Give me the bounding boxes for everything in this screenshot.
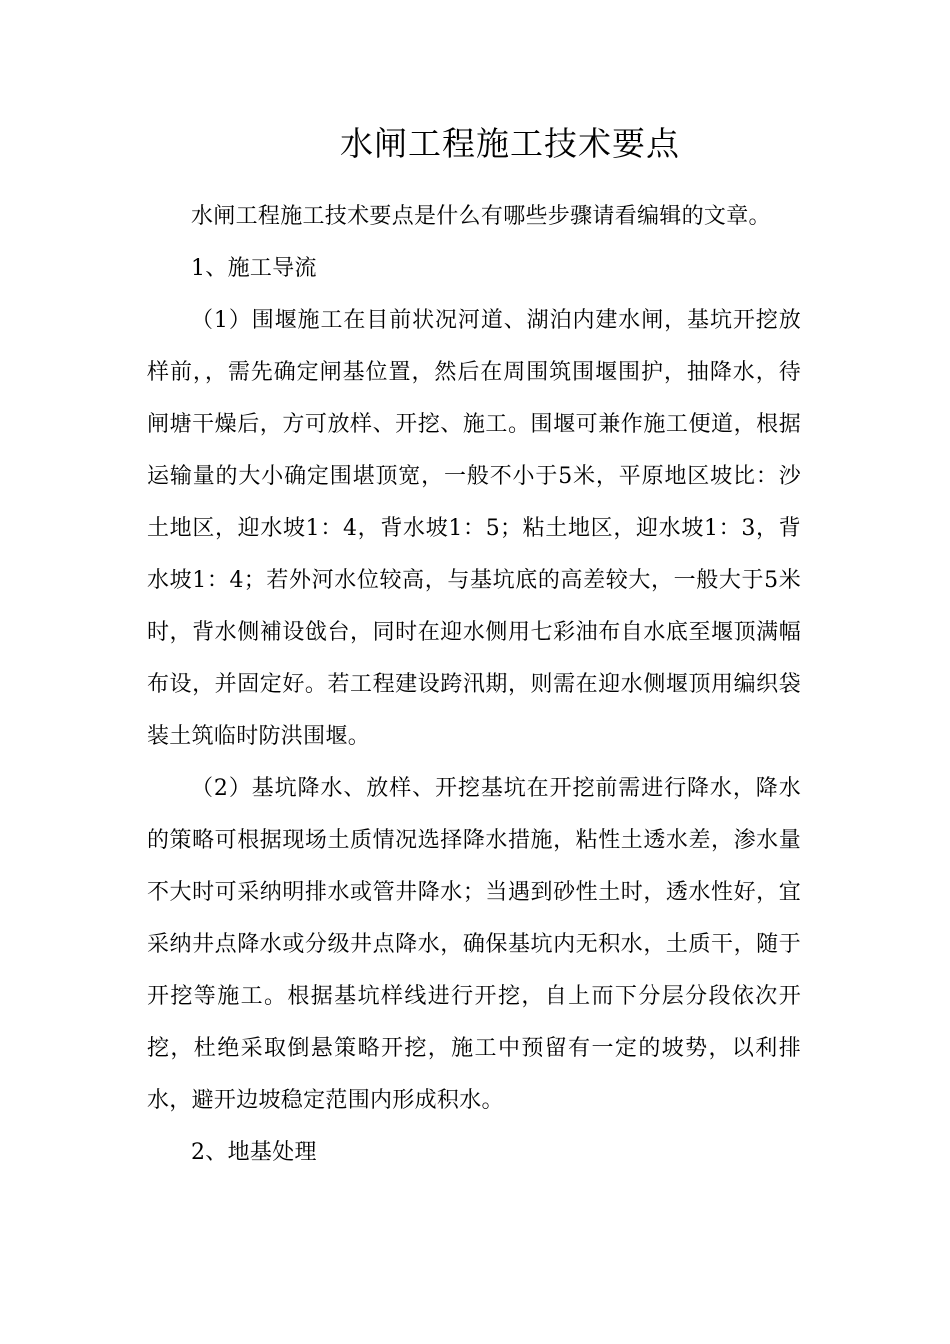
paragraph-cofferdam: （1）围堰施工在目前状况河道、湖泊内建水闸，基坑开挖放样前，，需先确定闸基位置，然后在周围筑围堰围护，抽降水，待闸塘干燥后，方可放样、开挖、施工。围堰可兼作施工便道，根据运输量的大小确定围堪顶宽，一般不小于5米，平原地区坡比：沙土地区，迎水坡1：4，背水坡1：5；粘土地区，迎水坡1：3，背水坡1：4；若外河水位较高，与基坑底的高差较大，一般大于5米时，背水侧補设戗台，同时在迎水侧用七彩油布自水底至堰顶满幅布设，并固定好。若工程建设跨汛期，则需在迎水侧堰顶用编织袋装土筑临时防洪围堰。 bbox=[147, 308, 801, 749]
section-heading-diversion: 1、施工导流 bbox=[191, 256, 317, 281]
intro-paragraph: 水闸工程施工技术要点是什么有哪些步骤请看编辑的文章。 bbox=[191, 204, 771, 229]
document-body bbox=[147, 191, 801, 1179]
document-title: 水闸工程施工技术要点 bbox=[340, 124, 680, 163]
section-heading-foundation: 2、地基处理 bbox=[191, 1140, 317, 1165]
paragraph-foundation-pit: （2）基坑降水、放样、开挖基坑在开挖前需进行降水，降水的策略可根据现场土质情况选择降水措施，粘性土透水差，渗水量不大时可采纳明排水或管井降水；当遇到砂性土时，透水性好，宜采纳井点降水或分级井点降水，确保基坑内无积水，土质干，随于开挖等施工。根据基坑样线进行开挖，自上而下分层分段依次开挖，杜绝采取倒悬策略开挖，施工中预留有一定的坡势，以利排水，避开边坡稳定范围内形成积水。 bbox=[147, 776, 801, 1113]
